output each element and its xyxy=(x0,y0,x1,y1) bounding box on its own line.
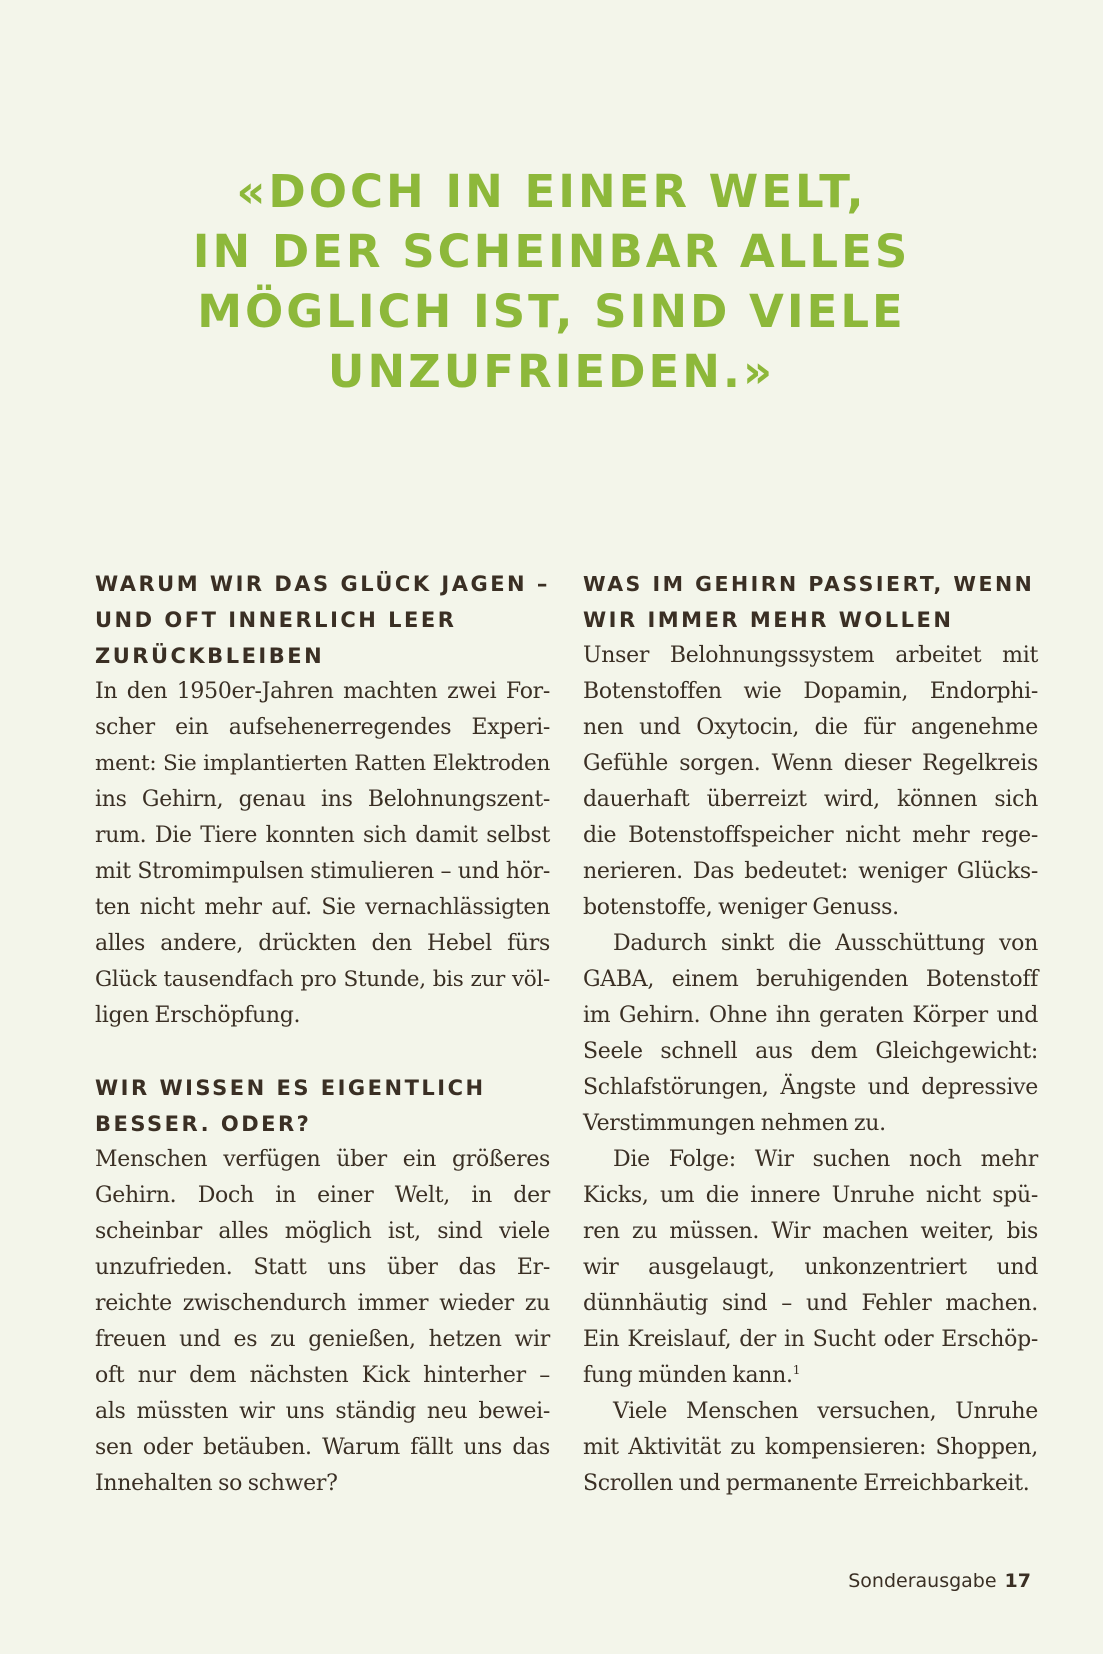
text-line: dauerhaft überreizt wird, können sich xyxy=(583,787,1038,812)
heading-line: WIR WISSEN ES EIGENTLICH xyxy=(95,1076,486,1100)
text-line: Gefühle sorgen. Wenn dieser Regelkreis xyxy=(583,751,1038,776)
text-line: sen oder betäuben. Warum fällt uns das xyxy=(95,1435,550,1460)
footnote-marker: 1 xyxy=(792,1363,801,1377)
heading-line: WAS IM GEHIRN PASSIERT, WENN xyxy=(583,572,1035,596)
text-line: alles andere, drückten den Hebel fürs xyxy=(95,931,550,956)
text-line-content: fung münden kann. xyxy=(583,1363,793,1388)
text-line: ligen Erschöpfung. xyxy=(95,1003,301,1028)
page-number: 17 xyxy=(1004,1570,1031,1592)
text-line: die Botenstoffspeicher nicht mehr rege- xyxy=(583,823,1038,848)
pull-quote-line: «DOCH IN EINER WELT, xyxy=(236,165,867,218)
text-line: unzufrieden. Statt uns über das Er- xyxy=(95,1255,550,1280)
text-line: im Gehirn. Ohne ihn geraten Körper und xyxy=(583,1003,1038,1028)
pull-quote-line: MÖGLICH IST, SIND VIELE xyxy=(197,285,906,338)
right-column xyxy=(583,566,1038,1502)
text-line: ment: Sie implantierten Ratten Elektroden xyxy=(95,751,550,776)
text-line: ten nicht mehr auf. Sie vernachlässigten xyxy=(95,895,550,920)
heading-line: UND OFT INNERLICH LEER xyxy=(95,608,457,632)
section-spacer xyxy=(95,1034,550,1070)
text-line: mit Stromimpulsen stimulieren – und hör- xyxy=(95,859,550,884)
heading-line: ZURÜCKBLEIBEN xyxy=(95,644,325,668)
text-line: nen und Oxytocin, die für angenehme xyxy=(583,715,1038,740)
text-line: GABA, einem beruhigenden Botenstoff xyxy=(583,967,1038,992)
text-line: ins Gehirn, genau ins Belohnungszent- xyxy=(95,787,550,812)
text-line: dünnhäutig sind – und Fehler machen. xyxy=(583,1291,1038,1316)
heading-line: WIR IMMER MEHR WOLLEN xyxy=(583,608,954,632)
body-paragraph xyxy=(583,1142,1038,1394)
text-line: wir ausgelaugt, unkonzentriert und xyxy=(583,1255,1038,1280)
left-column xyxy=(95,566,550,1502)
body-paragraph xyxy=(583,638,1038,926)
text-line: Viele Menschen versuchen, Unruhe xyxy=(613,1399,1038,1424)
text-line: Glück tausendfach pro Stunde, bis zur völ- xyxy=(95,967,550,992)
text-line: scher ein aufsehenerregendes Experi- xyxy=(95,715,550,740)
text-line: botenstoffe, weniger Genuss. xyxy=(583,895,899,920)
text-line: Innehalten so schwer? xyxy=(95,1471,338,1496)
text-line: reichte zwischendurch immer wieder zu xyxy=(95,1291,550,1316)
heading-line: BESSER. ODER? xyxy=(95,1112,312,1136)
body-paragraph xyxy=(583,1394,1038,1502)
heading-line: WARUM WIR DAS GLÜCK JAGEN – xyxy=(95,572,550,596)
text-line: ren zu müssen. Wir machen weiter, bis xyxy=(583,1219,1038,1244)
pull-quote xyxy=(0,162,1103,402)
body-paragraph xyxy=(95,674,550,1034)
body-paragraph xyxy=(583,926,1038,1142)
section-heading-1 xyxy=(95,566,550,674)
text-line: Ein Kreislauf, der in Sucht oder Erschöp- xyxy=(583,1327,1038,1352)
text-line: nerieren. Das bedeutet: weniger Glücks- xyxy=(583,859,1038,884)
section-heading-2 xyxy=(95,1070,550,1142)
page-footer xyxy=(848,1570,1031,1592)
body-paragraph xyxy=(95,1142,550,1502)
text-line: Schlafstörungen, Ängste und depressive xyxy=(583,1075,1038,1100)
text-line: rum. Die Tiere konnten sich damit selbst xyxy=(95,823,550,848)
text-line: Gehirn. Doch in einer Welt, in der xyxy=(95,1183,550,1208)
text-line: oft nur dem nächsten Kick hinterher – xyxy=(95,1363,550,1388)
text-line: Menschen verfügen über ein größeres xyxy=(95,1147,550,1172)
text-line: Verstimmungen nehmen zu. xyxy=(583,1111,886,1136)
text-line: Die Folge: Wir suchen noch mehr xyxy=(613,1147,1038,1172)
text-line: Unser Belohnungssystem arbeitet mit xyxy=(583,643,1038,668)
publication-name: Sonderausgabe xyxy=(848,1570,997,1592)
text-line: Scrollen und permanente Erreichbarkeit. xyxy=(583,1471,1030,1496)
text-line: mit Aktivität zu kompensieren: Shoppen, xyxy=(583,1435,1038,1460)
text-line: Kicks, um die innere Unruhe nicht spü- xyxy=(583,1183,1038,1208)
text-line: als müssten wir uns ständig neu bewei- xyxy=(95,1399,550,1424)
text-line: Seele schnell aus dem Gleichgewicht: xyxy=(583,1039,1038,1064)
text-line: freuen und es zu genießen, hetzen wir xyxy=(95,1327,550,1352)
text-line: In den 1950er-Jahren machten zwei For- xyxy=(95,679,550,704)
text-line: Botenstoffen wie Dopamin, Endorphi- xyxy=(583,679,1038,704)
pull-quote-line: UNZUFRIEDEN.» xyxy=(327,345,776,398)
section-heading-3 xyxy=(583,566,1038,638)
text-line: scheinbar alles möglich ist, sind viele xyxy=(95,1219,550,1244)
text-line xyxy=(583,1358,1038,1394)
pull-quote-line: IN DER SCHEINBAR ALLES xyxy=(192,225,911,278)
text-line: Dadurch sinkt die Ausschüttung von xyxy=(613,931,1038,956)
